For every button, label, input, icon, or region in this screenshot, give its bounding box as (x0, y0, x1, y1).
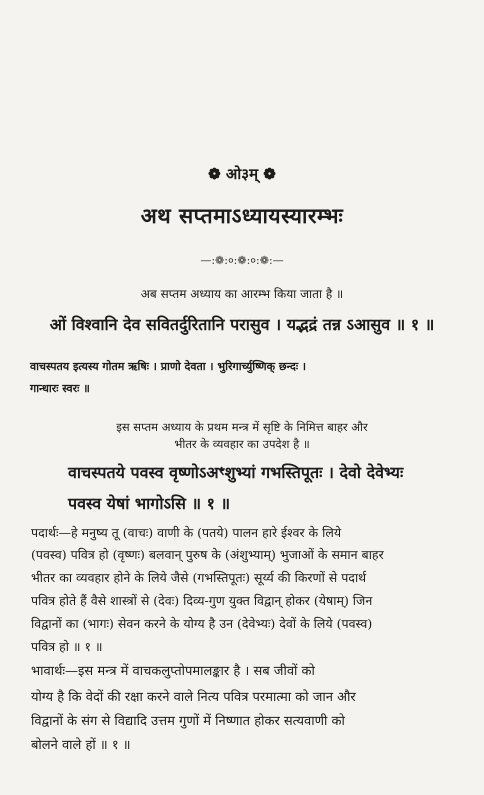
context-line-2: भीतर के व्यवहार का उपदेश है ॥ (174, 437, 310, 451)
mantra-meta-line-1: वाचस्पतय इत्यस्य गोतम ऋषिः । प्राणो देवता । भुरिगार्च्युष्णिक् छन्दः । (30, 360, 307, 373)
ornament-divider: —:❁:०:❁:०:❁:— (200, 254, 284, 267)
bhavartha-line: बोलने वाले हों ॥ १ ॥ (31, 738, 131, 753)
mantra-opening: ओं विश्वानि देव सवितर्दुरितानि परासुव । यद्भद्रं तन्न ऽआसुव ॥ १ ॥ (49, 315, 435, 334)
chapter-intro: अब सप्तम अध्याय का आरम्भ किया जाता है ॥ (140, 287, 344, 301)
mantra-line-2: पवस्व येषां भागोऽसि ॥ १ ॥ (68, 494, 231, 513)
bhavartha-line: भावार्थः—इस मन्त्र में वाचकलुप्तोपमालङ्कार है । सब जीवों को (31, 664, 315, 679)
om-heading: ❁ ओ३म् ❁ (208, 165, 276, 183)
padartha-line: विद्वानों का (भागः) सेवन करने के योग्य है उन (देवेभ्यः) देवों के लिये (पवस्व) (31, 616, 373, 631)
mantra-line-1: वाचस्पतये पवस्व वृष्णोऽअꣳशुभ्यां गभस्तिपूतः । देवो देवेभ्यः (68, 463, 404, 482)
padartha-line: पदार्थः—हे मनुष्य तू (वाचः) वाणी के (पतये) पालन हारे ईश्वर के लिये (31, 525, 342, 540)
chapter-title: अथ सप्तमाऽध्यायस्यारम्भः (140, 203, 344, 228)
bhavartha-line: योग्य है कि वेदों की रक्षा करने वाले नित्य पवित्र परमात्मा को जान और (31, 690, 356, 705)
padartha-line: पवित्र होते हैं वैसे शास्त्रों से (देवः) दिव्य-गुण युक्त विद्वान् होकर (येषाम्) जिन (31, 593, 373, 608)
padartha-line: (पवस्व) पवित्र हो (वृष्णः) बलवान् पुरुष के (अंशुभ्याम्) भुजाओं के समान बाहर (31, 547, 384, 562)
mantra-meta-line-2: गान्धारः स्वरः ॥ (30, 382, 90, 395)
context-line-1: इस सप्तम अध्याय के प्रथम मन्त्र में सृष्टि के निमित्त बाहर और (116, 420, 368, 434)
padartha-line: पवित्र हो ॥ १ ॥ (31, 639, 103, 654)
bhavartha-line: विद्वानों के संग से विद्यादि उत्तम गुणों में निष्णात होकर सत्यवाणी को (31, 714, 345, 729)
padartha-line: भीतर का व्यवहार होने के लिये जैसे (गभस्तिपूतः) सूर्य्य की किरणों से पदार्थ (31, 570, 367, 585)
